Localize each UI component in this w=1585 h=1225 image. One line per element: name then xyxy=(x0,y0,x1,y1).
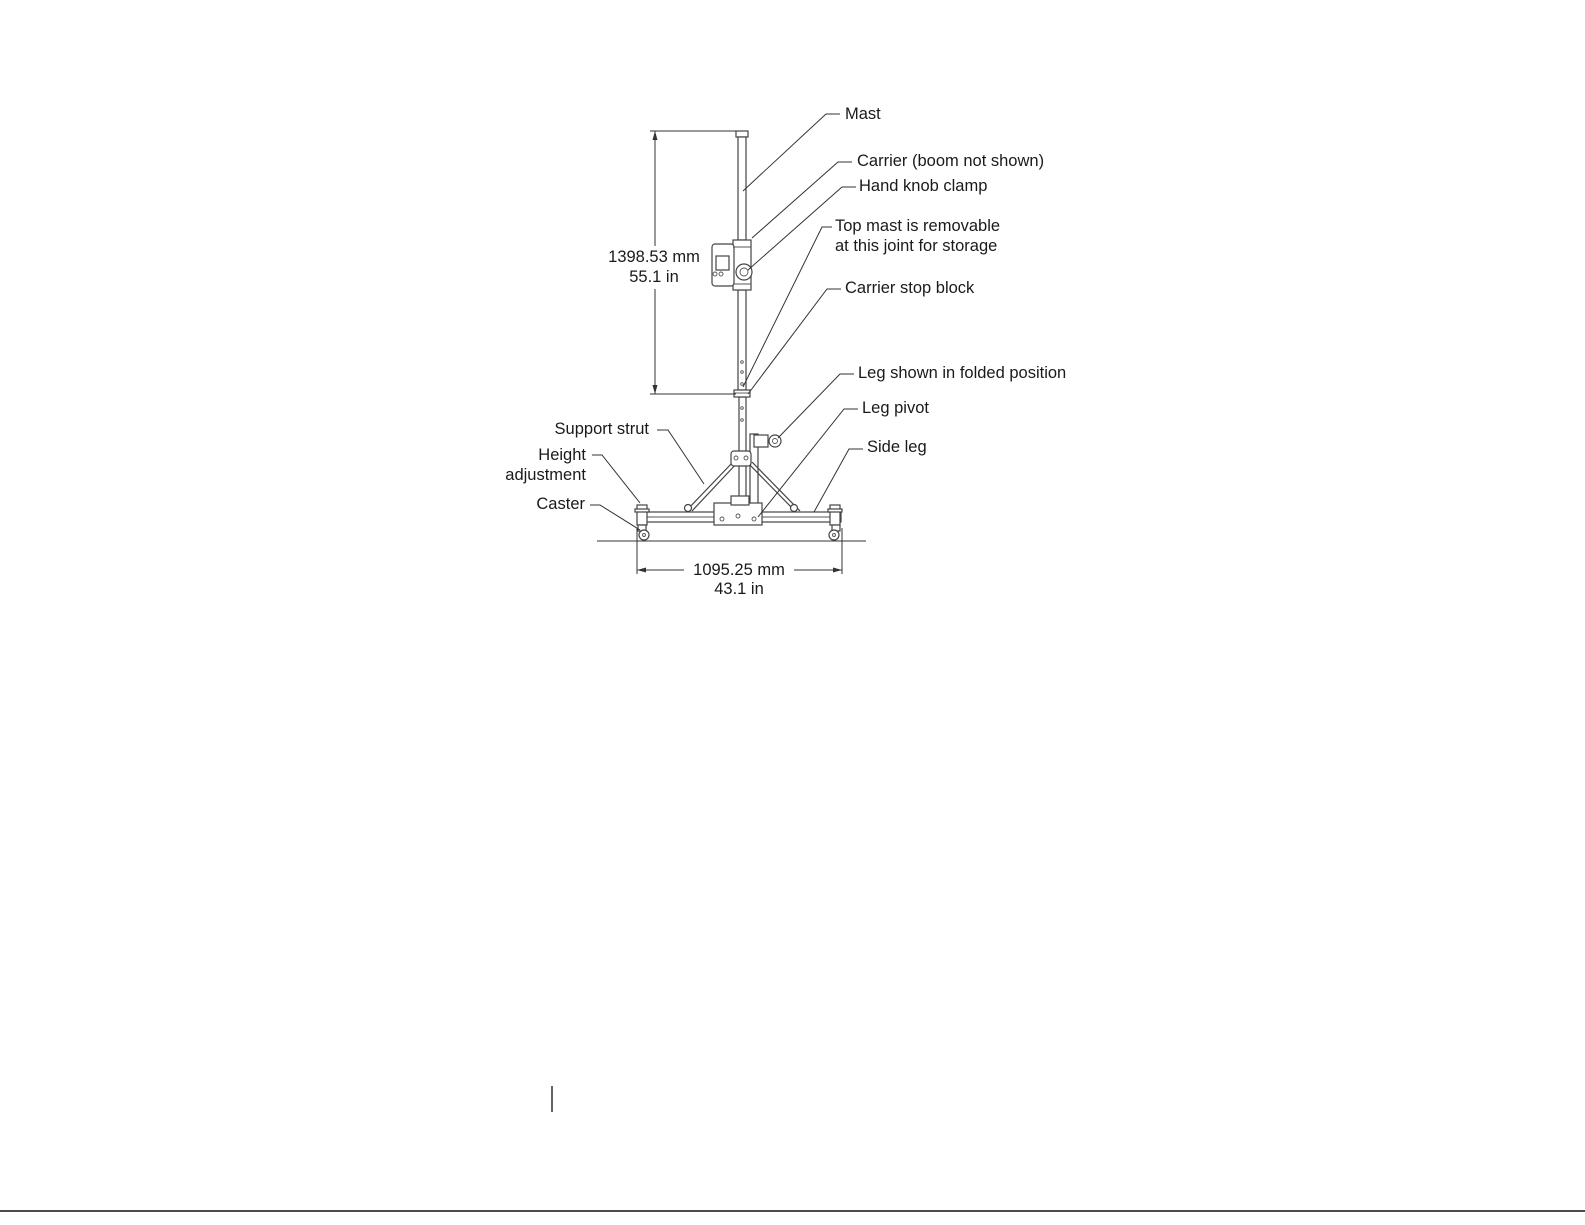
leader-lines xyxy=(590,114,863,530)
height-dimension-in: 55.1 in xyxy=(629,268,679,286)
label-carrier-stop-block: Carrier stop block xyxy=(845,279,975,297)
label-hand-knob-clamp: Hand knob clamp xyxy=(859,177,988,195)
label-height-line2: adjustment xyxy=(505,466,586,484)
width-dimension-mm: 1095.25 mm xyxy=(693,561,785,579)
label-mast: Mast xyxy=(845,105,881,123)
label-leg-folded: Leg shown in folded position xyxy=(858,364,1067,382)
folded-leg xyxy=(750,434,781,509)
label-carrier: Carrier (boom not shown) xyxy=(857,152,1045,170)
width-dimension-in: 43.1 in xyxy=(714,580,764,598)
label-height-line1: Height xyxy=(538,446,586,464)
label-top-mast-line2: at this joint for storage xyxy=(835,237,998,255)
label-caster: Caster xyxy=(536,495,585,513)
label-support-strut: Support strut xyxy=(554,420,649,438)
carrier-stop-block xyxy=(734,390,750,397)
caster xyxy=(638,525,840,540)
label-top-mast-line1: Top mast is removable xyxy=(835,217,1001,235)
hand-knob-clamp xyxy=(736,264,752,280)
label-side-leg: Side leg xyxy=(867,438,927,456)
base-bar xyxy=(641,496,841,525)
height-dimension-mm: 1398.53 mm xyxy=(608,248,700,266)
label-leg-pivot: Leg pivot xyxy=(862,399,929,417)
